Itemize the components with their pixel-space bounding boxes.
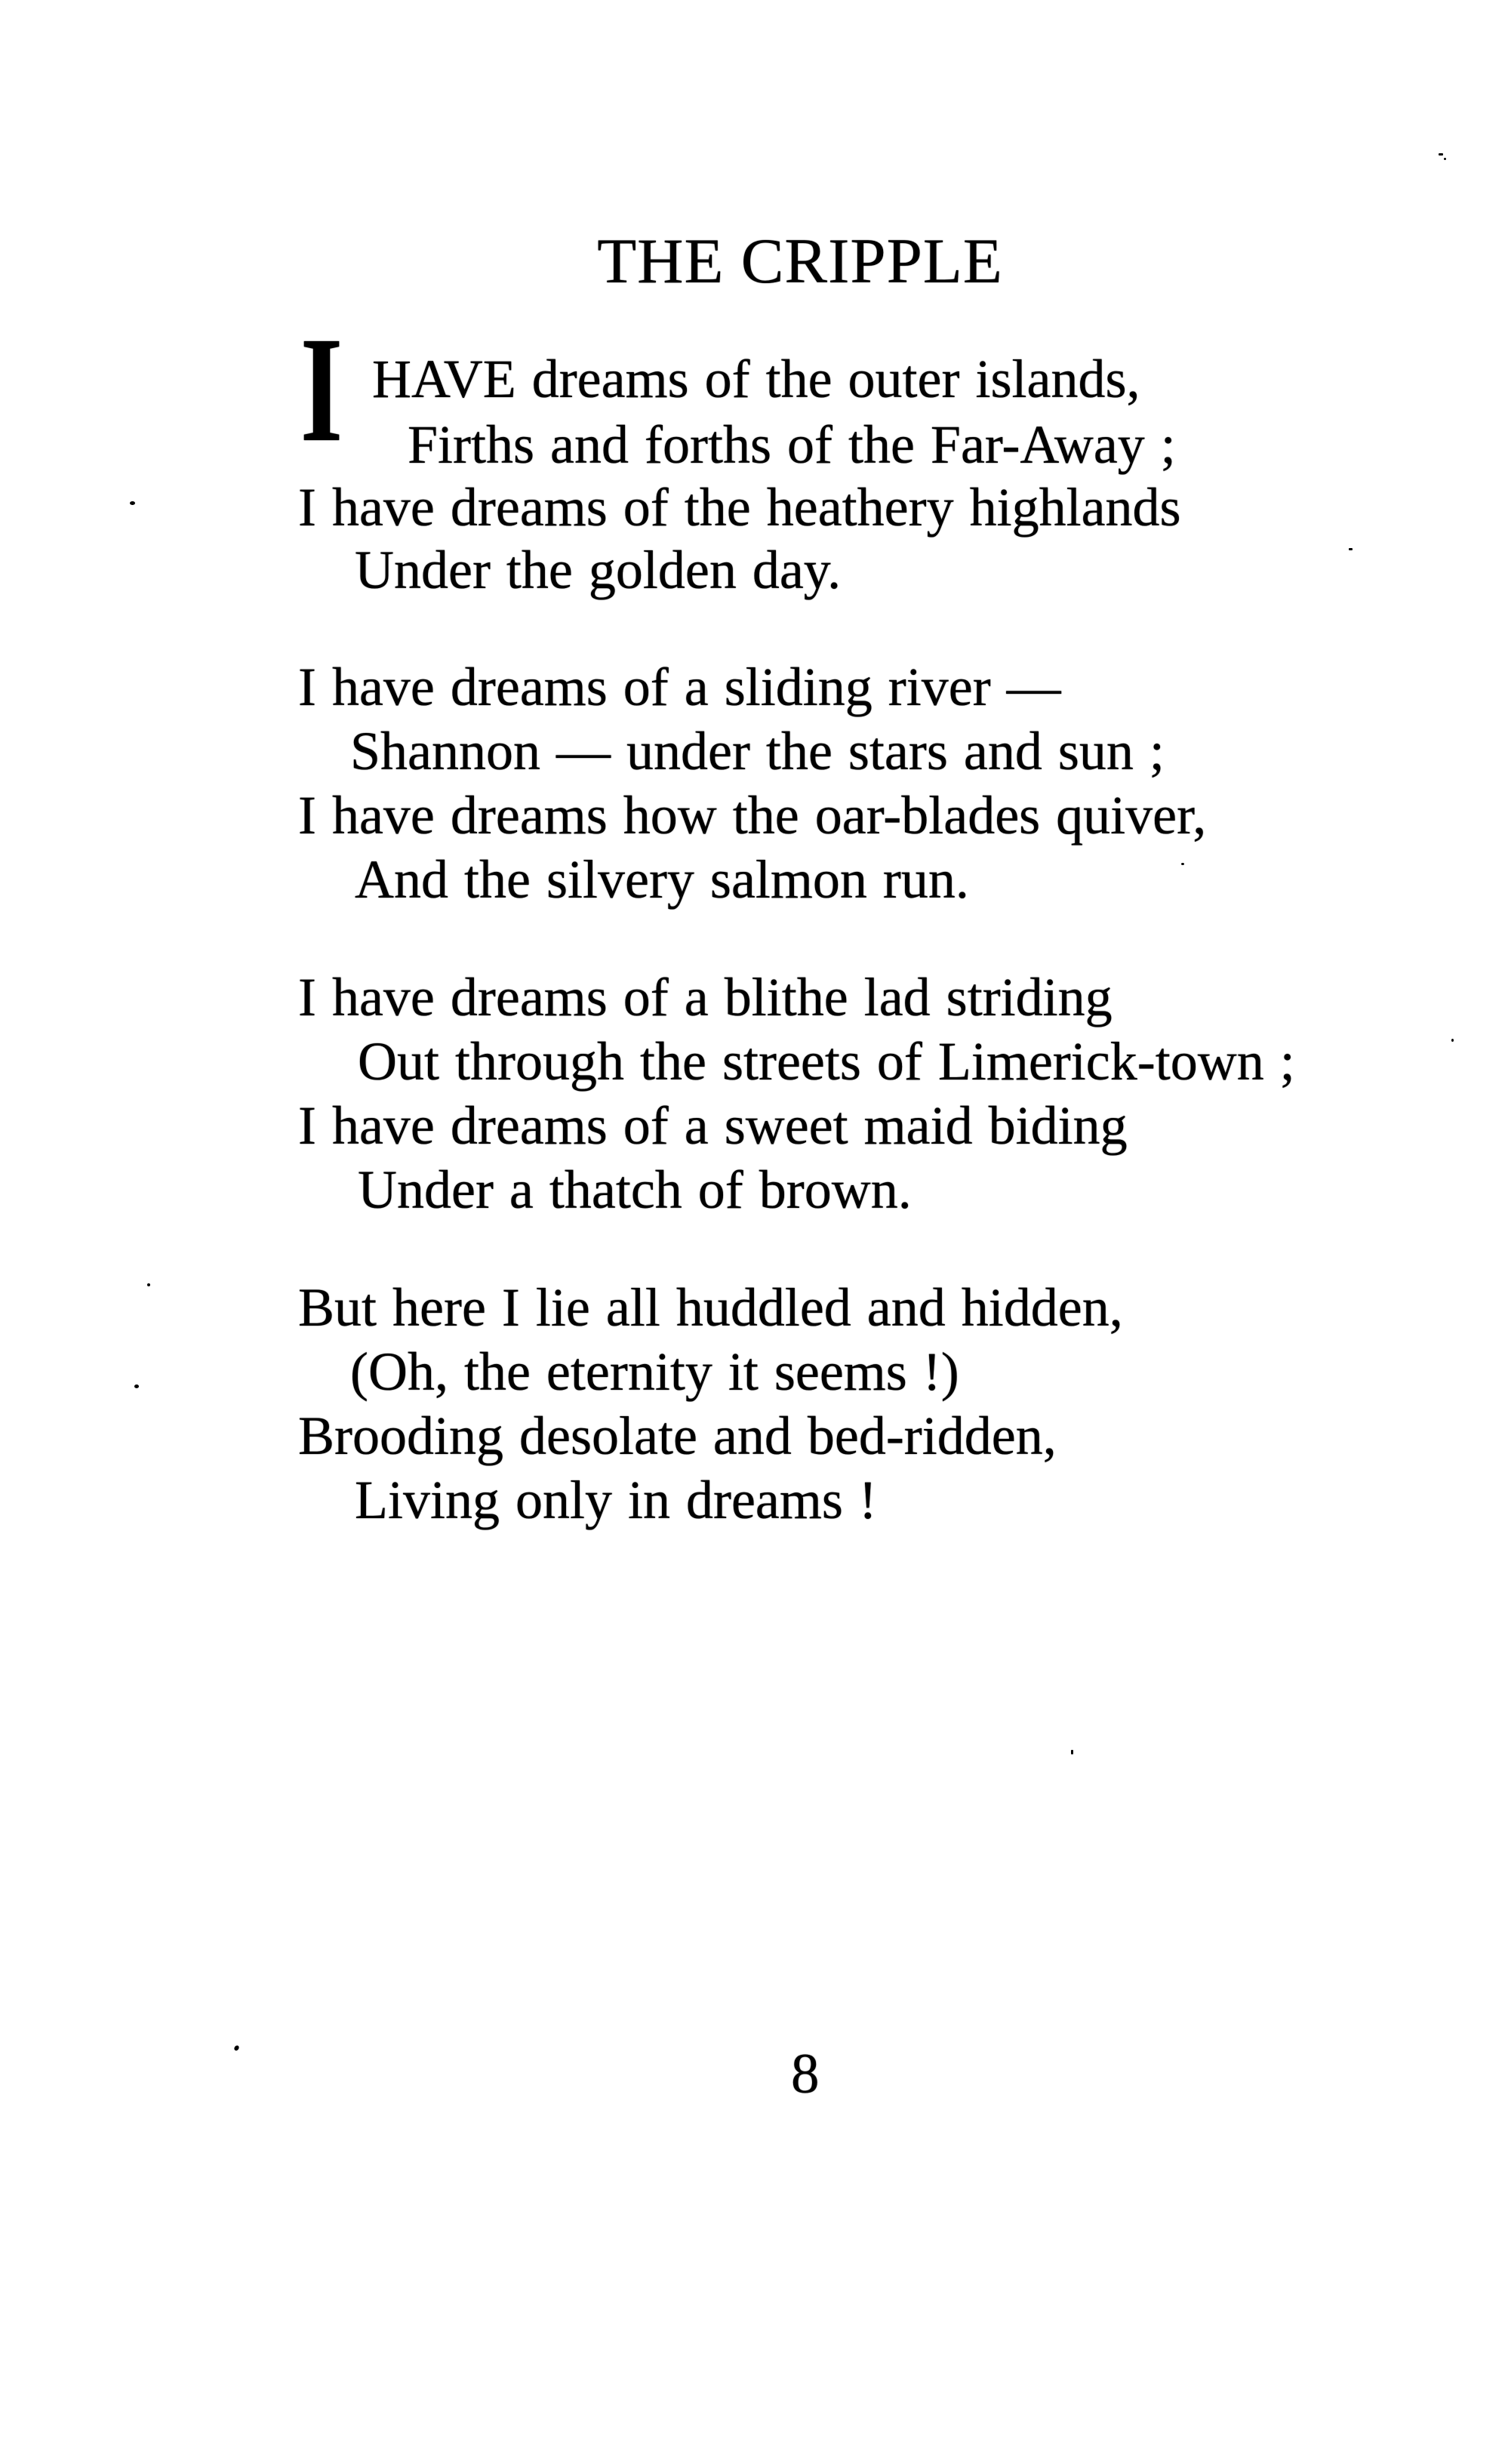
- poem-line: Shannon — under the stars and sun ;: [350, 721, 1165, 781]
- ink-speck: [1071, 1750, 1073, 1754]
- poem-line: Brooding desolate and bed-ridden,: [298, 1406, 1057, 1466]
- poem-line: I have dreams of a blithe lad striding: [298, 967, 1113, 1027]
- page-title: THE CRIPPLE: [597, 226, 1003, 297]
- poem-line: I have dreams of the heathery highlands: [298, 477, 1181, 537]
- poem-line: And the silvery salmon run.: [355, 849, 969, 910]
- ink-speck: [147, 1283, 150, 1286]
- ink-speck: [134, 1384, 139, 1388]
- ink-speck: [1181, 863, 1184, 865]
- poem-line: But here I lie all huddled and hidden,: [298, 1277, 1123, 1338]
- drop-cap: I: [300, 306, 343, 473]
- poem-line: Living only in dreams !: [355, 1470, 877, 1530]
- ink-speck: [233, 2045, 240, 2052]
- poem-line: I have dreams of a sliding river —: [298, 657, 1061, 717]
- ink-speck: [1439, 153, 1443, 156]
- ink-speck: [1444, 158, 1446, 160]
- poem-line: Firths and forths of the Far-Away ;: [408, 414, 1176, 475]
- poem-line: I have dreams of a sweet maid biding: [298, 1095, 1128, 1156]
- poem-line: HAVE dreams of the outer islands,: [372, 349, 1140, 409]
- ink-speck: [1349, 548, 1353, 550]
- poem-line: Out through the streets of Limerick-town ;: [358, 1031, 1295, 1092]
- poem-line: (Oh, the eternity it seems !): [350, 1341, 959, 1402]
- ink-speck: [130, 501, 135, 505]
- poem-line: Under the golden day.: [355, 540, 842, 600]
- poem-line: Under a thatch of brown.: [358, 1160, 912, 1220]
- page-number: 8: [791, 2043, 820, 2105]
- ink-speck: [1451, 1039, 1454, 1042]
- poem-line: I have dreams how the oar-blades quiver,: [298, 785, 1207, 845]
